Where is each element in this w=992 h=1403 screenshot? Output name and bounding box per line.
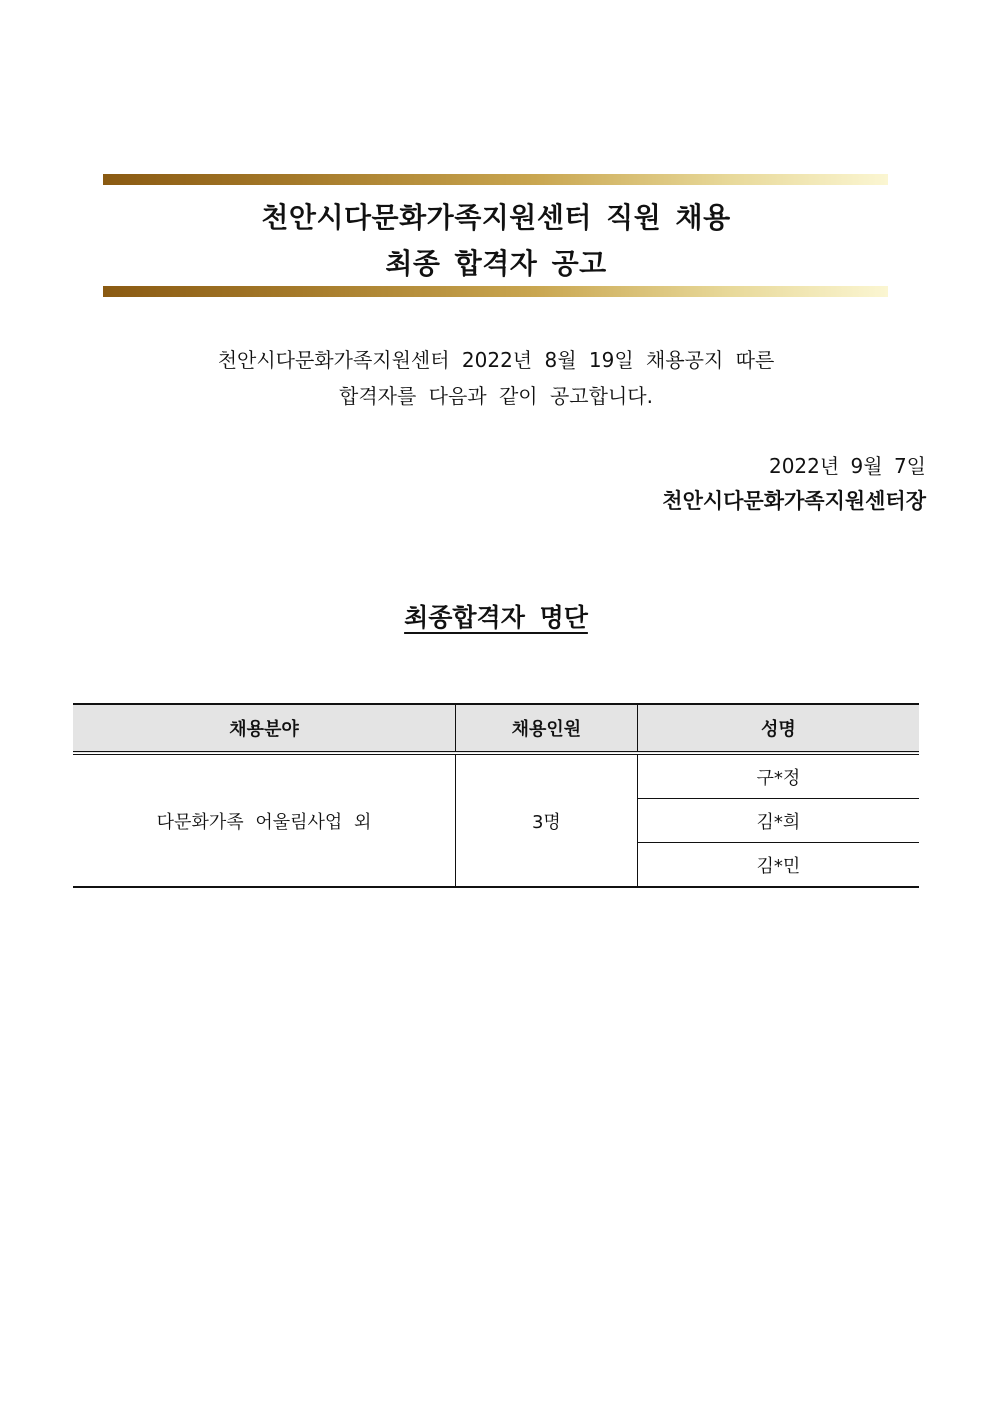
results-table: [73, 703, 919, 888]
cell-name-3: 김*민: [637, 843, 919, 888]
cell-name-2: 김*희: [637, 799, 919, 843]
header-count: 채용인원: [456, 704, 638, 753]
header-name: 성명: [637, 704, 919, 753]
intro-text-line-1: 천안시다문화가족지원센터 2022년 8월 19일 채용공지 따른: [217, 348, 775, 372]
cell-name-1: 구*정: [637, 753, 919, 799]
intro-text-line-2: 합격자를 다음과 같이 공고합니다.: [339, 384, 653, 408]
table-header-row: [73, 704, 919, 753]
notice-date: 2022년 9월 7일: [768, 454, 926, 478]
cell-field: 다문화가족 어울림사업 외: [73, 753, 456, 887]
cell-count: 3명: [456, 753, 638, 887]
notice-title-line-2: 최종 합격자 공고: [385, 247, 607, 280]
notice-title-line-1: 천안시다문화가족지원센터 직원 채용: [261, 201, 731, 234]
header-field: 채용분야: [73, 704, 456, 753]
gold-divider-top: [103, 174, 888, 185]
results-list-title-text: 최종합격자 명단: [404, 603, 588, 632]
issuer-name: 천안시다문화가족지원센터장: [662, 489, 926, 513]
gold-divider-bottom: [103, 286, 888, 297]
table-row: [73, 753, 919, 799]
results-list-title: [0, 598, 992, 634]
